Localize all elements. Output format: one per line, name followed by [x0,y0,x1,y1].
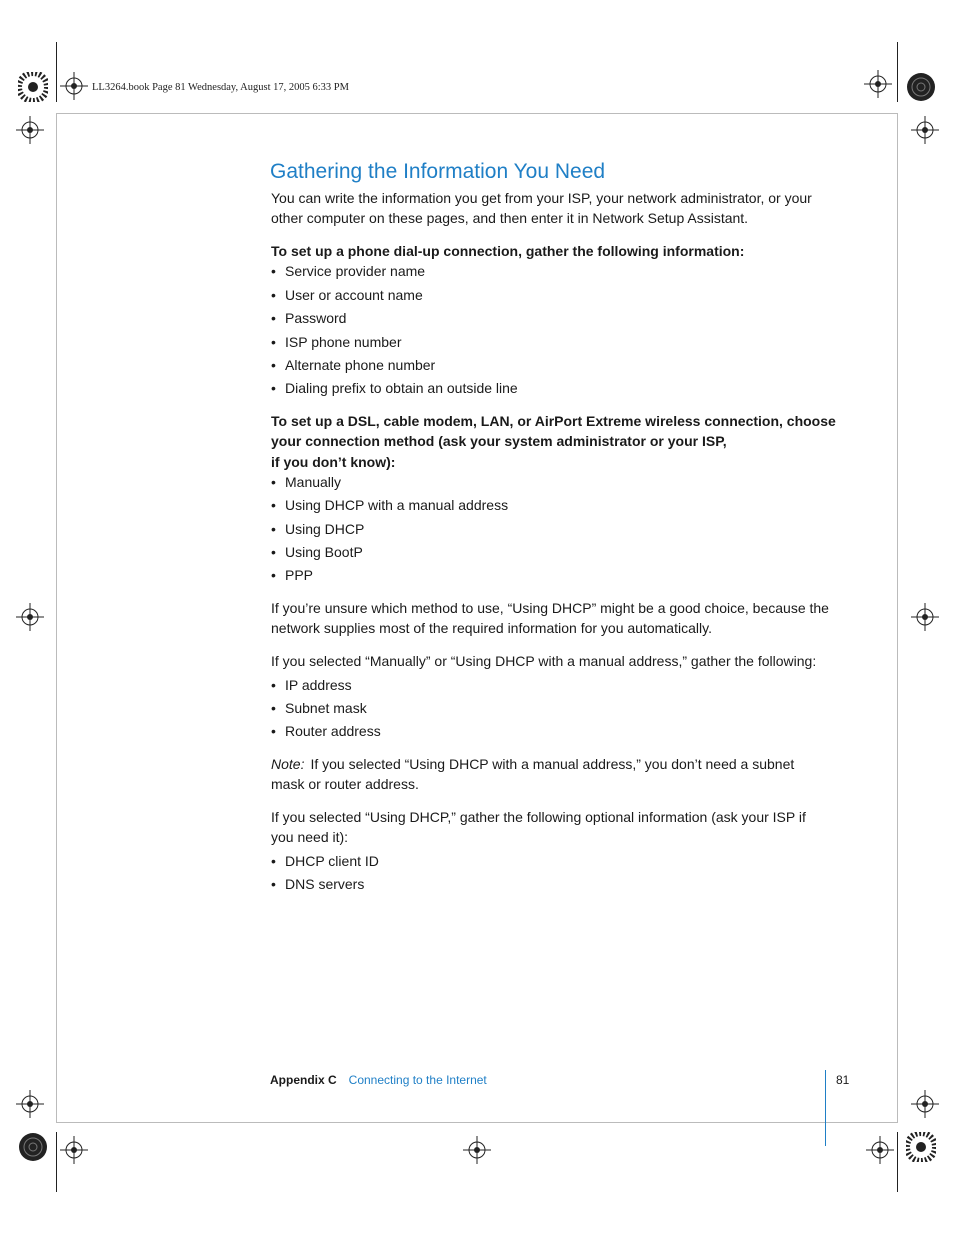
bullet-glyph: • [271,521,276,537]
list-item [271,542,363,562]
crop-mark [56,42,57,102]
list-item-text: Alternate phone number [285,357,436,373]
bullet-glyph: • [271,876,276,892]
list-item [271,332,402,352]
page-frame-bottom [56,1122,898,1123]
registration-mark-icon [16,603,44,631]
list-item [271,495,508,515]
registration-mark-icon [911,603,939,631]
list-item-text: Using DHCP with a manual address [285,497,509,513]
starburst-mark-icon [18,72,48,102]
registration-mark-icon [864,70,892,98]
starburst-mark-icon [18,1132,48,1162]
list-item [271,851,379,871]
list-item-text: Service provider name [285,263,426,279]
registration-mark-icon [463,1136,491,1164]
bullet-glyph: • [271,700,276,716]
page-footer [270,1073,487,1087]
list-item [271,355,435,375]
dialup-lead: To set up a phone dial-up connection, gather the following information: [271,243,745,259]
list-item [271,261,425,281]
note-text: If you selected “Using DHCP with a manual address,” you don’t need a subnet mask or router address. [271,756,795,792]
bullet-glyph: • [271,677,276,693]
list-item-text: DNS servers [285,876,365,892]
bullet-glyph: • [271,380,276,396]
bullet-glyph: • [271,567,276,583]
crop-mark [897,42,898,102]
list-item-text: Using BootP [285,544,363,560]
bullet-glyph: • [271,544,276,560]
bullet-glyph: • [271,853,276,869]
bullet-glyph: • [271,474,276,490]
list-item [271,565,313,585]
registration-mark-icon [911,1090,939,1118]
registration-mark-icon [60,1136,88,1164]
list-item [271,874,364,894]
connection-lead-line: if you don’t know): [271,454,396,470]
registration-mark-icon [60,72,88,100]
footer-section: Appendix C [270,1073,337,1087]
list-item-text: User or account name [285,287,423,303]
registration-mark-icon [911,116,939,144]
bullet-glyph: • [271,334,276,350]
registration-mark-icon [866,1136,894,1164]
intro-paragraph: You can write the information you get from your ISP, your network administrator, or your other computer on these pages, and then enter it in Network Setup Assistant. [271,190,812,226]
list-item-text: Using DHCP [285,521,365,537]
bullet-glyph: • [271,287,276,303]
page-frame-right [897,113,898,1123]
page-frame-left [56,113,57,1123]
list-item [271,675,352,695]
list-item [271,378,518,398]
bullet-glyph: • [271,263,276,279]
slug-line: LL3264.book Page 81 Wednesday, August 17, 2005 6:33 PM [92,82,349,93]
crop-mark [56,1132,57,1192]
starburst-mark-icon [906,1132,936,1162]
note-label: Note: [271,756,305,772]
bullet-glyph: • [271,497,276,513]
list-item-text: Subnet mask [285,700,367,716]
bullet-glyph: • [271,310,276,326]
footer-divider [825,1070,826,1146]
bullet-glyph: • [271,723,276,739]
list-item-text: DHCP client ID [285,853,379,869]
list-item [271,519,364,539]
list-item [271,698,367,718]
list-item-text: Router address [285,723,381,739]
registration-mark-icon [16,1090,44,1118]
manual-paragraph: If you selected “Manually” or “Using DHCP with a manual address,” gather the following: [271,653,817,669]
list-item-text: ISP phone number [285,334,402,350]
note-paragraph [271,754,831,794]
page-frame-top [56,113,898,114]
crop-mark [897,1132,898,1192]
list-item-text: Manually [285,474,342,490]
list-item-text: PPP [285,567,314,583]
dhcp-paragraph: If you selected “Using DHCP,” gather the following optional information (ask your ISP if you need it): [271,809,806,845]
registration-mark-icon [16,116,44,144]
bullet-glyph: • [271,357,276,373]
connection-lead-line: your connection method (ask your system administrator or your ISP, [271,433,727,449]
unsure-paragraph: If you’re unsure which method to use, “Using DHCP” might be a good choice, because the network supplies most of the required information for you automatically. [271,600,829,636]
list-item-text: Password [285,310,347,326]
list-item [271,472,341,492]
list-item [271,721,381,741]
connection-lead-line: To set up a DSL, cable modem, LAN, or AirPort Extreme wireless connection, choose [271,413,836,429]
page-number: 81 [836,1073,850,1087]
starburst-mark-icon [906,72,936,102]
list-item [271,308,346,328]
list-item-text: Dialing prefix to obtain an outside line [285,380,518,396]
footer-chapter-link[interactable]: Connecting to the Internet [348,1073,487,1087]
list-item [271,285,423,305]
page-title: Gathering the Information You Need [270,160,606,183]
list-item-text: IP address [285,677,352,693]
